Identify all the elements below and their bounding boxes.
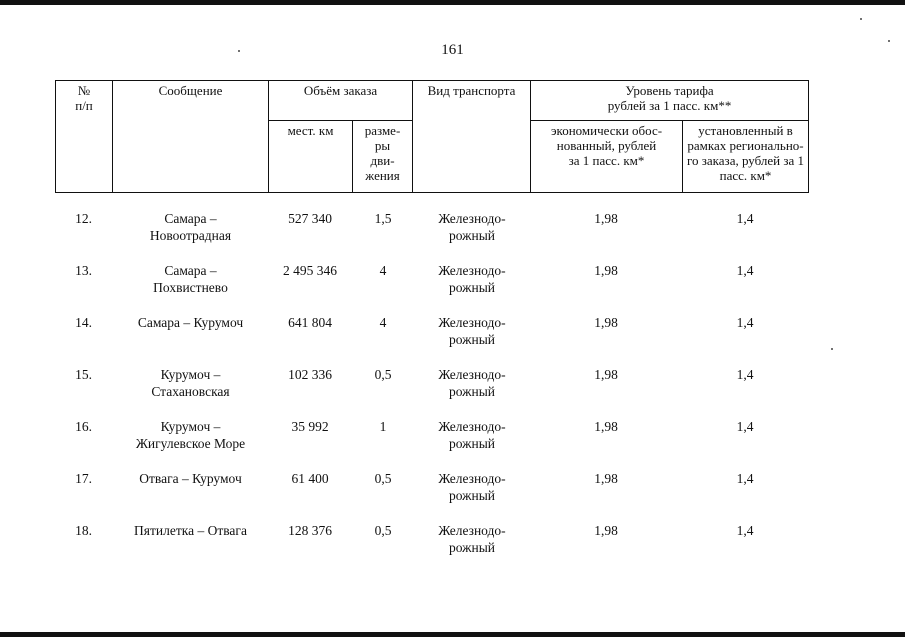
header-tariff-established: установленный в рамках регионально- го заказа, рублей за 1 пасс. км* xyxy=(683,121,809,193)
row-economic-tariff: 1,98 xyxy=(594,367,618,382)
table-row xyxy=(55,210,808,262)
row-economic-tariff: 1,98 xyxy=(594,419,618,434)
row-size: 0,5 xyxy=(374,523,392,538)
row-economic-tariff: 1,98 xyxy=(594,471,618,486)
scan-speck xyxy=(860,18,862,20)
header-number: № п/п xyxy=(56,81,113,193)
row-size: 0,5 xyxy=(374,367,392,382)
header-volume-km: мест. км xyxy=(269,121,353,193)
row-size: 0,5 xyxy=(374,471,392,486)
table-row xyxy=(55,262,808,314)
row-transport: Железнодо- рожный xyxy=(438,367,506,399)
header-tariff: Уровень тарифа рублей за 1 пасс. км** xyxy=(531,81,809,121)
row-size: 1 xyxy=(379,419,387,434)
row-volume: 527 340 xyxy=(288,211,332,226)
row-transport: Железнодо- рожный xyxy=(438,419,506,451)
table-row xyxy=(55,470,808,522)
header-tariff-economic: экономически обос- нованный, рублей за 1 пасс. км* xyxy=(531,121,683,193)
row-volume: 35 992 xyxy=(291,419,329,434)
row-number: 14. xyxy=(75,315,92,330)
row-established-tariff: 1,4 xyxy=(736,419,754,434)
row-established-tariff: 1,4 xyxy=(736,211,754,226)
row-transport: Железнодо- рожный xyxy=(438,471,506,503)
table-row xyxy=(55,366,808,418)
row-volume: 128 376 xyxy=(288,523,332,538)
row-route: Самара – Похвистнево xyxy=(153,263,228,295)
row-transport: Железнодо- рожный xyxy=(438,211,506,243)
table-header xyxy=(55,80,809,193)
table-body xyxy=(55,210,808,574)
row-volume: 2 495 346 xyxy=(283,263,337,278)
row-number: 16. xyxy=(75,419,92,434)
row-transport: Железнодо- рожный xyxy=(438,315,506,347)
row-transport: Железнодо- рожный xyxy=(438,263,506,295)
row-established-tariff: 1,4 xyxy=(736,367,754,382)
row-established-tariff: 1,4 xyxy=(736,523,754,538)
header-volume-sizes: разме- ры дви- жения xyxy=(353,121,413,193)
row-volume: 102 336 xyxy=(288,367,332,382)
row-size: 4 xyxy=(379,315,387,330)
row-economic-tariff: 1,98 xyxy=(594,263,618,278)
header-volume: Объём заказа xyxy=(269,81,413,121)
table-row xyxy=(55,522,808,574)
row-route: Пятилетка – Отвага xyxy=(134,523,247,538)
row-number: 12. xyxy=(75,211,92,226)
row-established-tariff: 1,4 xyxy=(736,263,754,278)
top-border-rule xyxy=(0,0,905,5)
row-size: 4 xyxy=(379,263,387,278)
header-route: Сообщение xyxy=(113,81,269,193)
table-row xyxy=(55,418,808,470)
row-size: 1,5 xyxy=(374,211,392,226)
header-transport: Вид транспорта xyxy=(413,81,531,193)
bottom-border-rule xyxy=(0,632,905,637)
row-volume: 61 400 xyxy=(291,471,329,486)
scan-speck xyxy=(831,348,833,350)
row-volume: 641 804 xyxy=(288,315,332,330)
row-route: Курумоч – Жигулевское Море xyxy=(135,419,246,451)
row-number: 18. xyxy=(75,523,92,538)
row-number: 13. xyxy=(75,263,92,278)
row-route: Отвага – Курумоч xyxy=(139,471,242,486)
row-economic-tariff: 1,98 xyxy=(594,315,618,330)
table-row xyxy=(55,314,808,366)
row-economic-tariff: 1,98 xyxy=(594,211,618,226)
row-route: Самара – Новоотрадная xyxy=(149,211,232,243)
row-established-tariff: 1,4 xyxy=(736,315,754,330)
row-transport: Железнодо- рожный xyxy=(438,523,506,555)
row-number: 15. xyxy=(75,367,92,382)
row-route: Самара – Курумоч xyxy=(137,315,244,330)
row-number: 17. xyxy=(75,471,92,486)
row-established-tariff: 1,4 xyxy=(736,471,754,486)
page-number: 161 xyxy=(441,42,464,58)
row-route: Курумоч – Стахановская xyxy=(151,367,230,399)
row-economic-tariff: 1,98 xyxy=(594,523,618,538)
